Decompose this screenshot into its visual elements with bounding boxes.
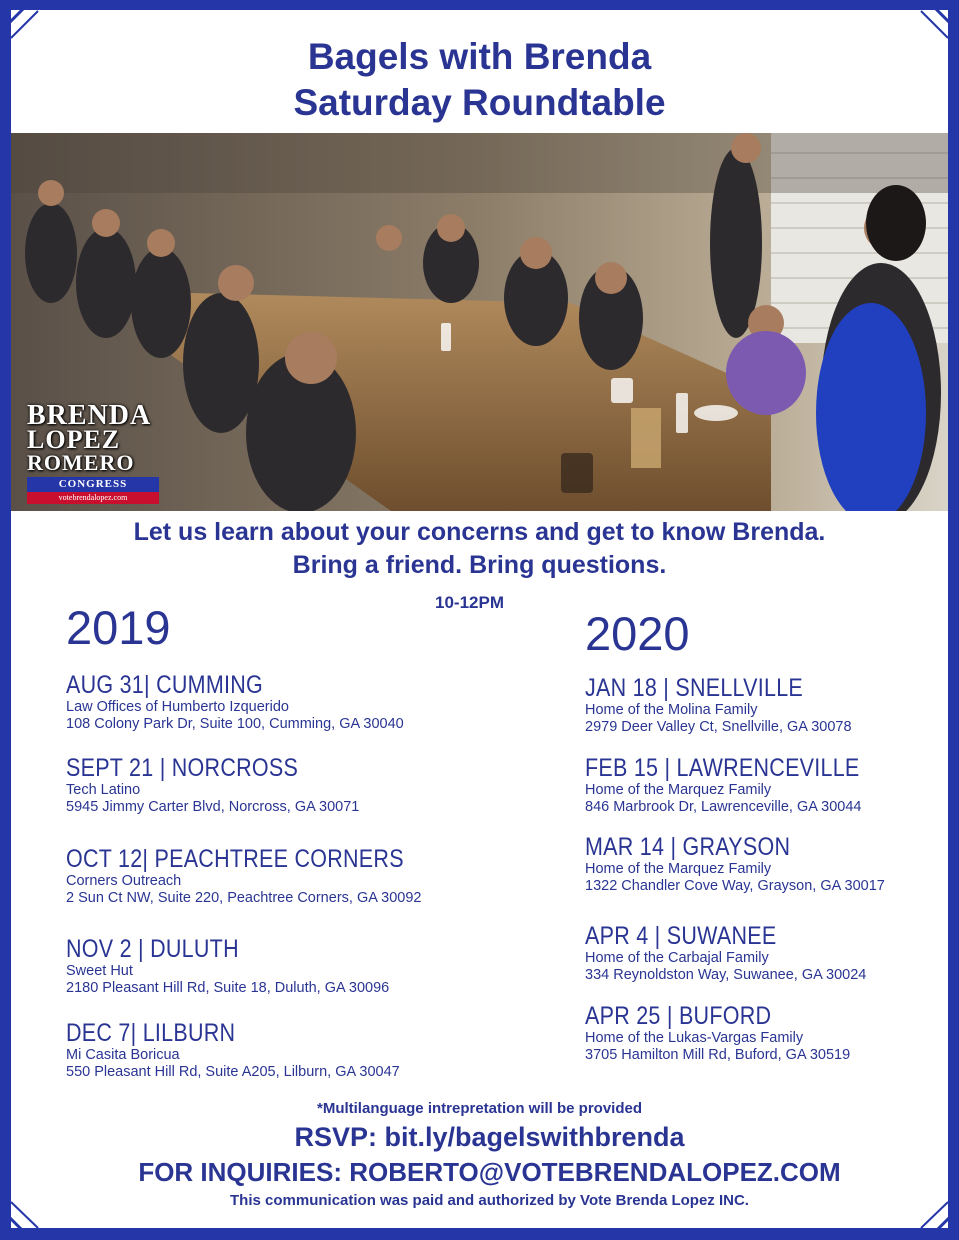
event-2020-jan bbox=[585, 674, 852, 736]
event-heading: AUG 31| CUMMING bbox=[66, 671, 264, 699]
event-2020-mar bbox=[585, 833, 885, 895]
event-address: 1322 Chandler Cove Way, Grayson, GA 30017 bbox=[585, 878, 885, 894]
tagline-line-1: Let us learn about your concerns and get to know Brenda. bbox=[133, 518, 826, 546]
event-heading: FEB 15 | LAWRENCEVILLE bbox=[585, 754, 860, 782]
event-heading: APR 4 | SUWANEE bbox=[585, 922, 777, 950]
event-heading: JAN 18 | SNELLVILLE bbox=[585, 674, 804, 702]
rsvp-link[interactable]: RSVP: bit.ly/bagelswithbrenda bbox=[294, 1122, 685, 1152]
event-host: Law Offices of Humberto Izquerido bbox=[66, 699, 289, 715]
logo-url: votebrendalopez.com bbox=[27, 492, 159, 504]
paid-for-disclaimer: This communication was paid and authorized by Vote Brenda Lopez INC. bbox=[230, 1192, 749, 1209]
event-2019-nov bbox=[66, 935, 389, 997]
event-host: Home of the Marquez Family bbox=[585, 861, 772, 877]
event-address: 3705 Hamilton Mill Rd, Buford, GA 30519 bbox=[585, 1047, 851, 1063]
event-host: Home of the Molina Family bbox=[585, 702, 758, 718]
event-address: 2 Sun Ct NW, Suite 220, Peachtree Corners, GA 30092 bbox=[66, 890, 422, 906]
event-2020-apr25 bbox=[585, 1002, 850, 1064]
event-heading: MAR 14 | GRAYSON bbox=[585, 833, 791, 861]
interpretation-note: *Multilanguage intrepretation will be provided bbox=[316, 1100, 643, 1117]
event-address: 108 Colony Park Dr, Suite 100, Cumming, GA 30040 bbox=[66, 716, 404, 732]
event-heading: OCT 12| PEACHTREE CORNERS bbox=[66, 845, 404, 873]
title-line-1: Bagels with Brenda bbox=[307, 36, 652, 77]
event-heading: APR 25 | BUFORD bbox=[585, 1002, 772, 1030]
event-host: Sweet Hut bbox=[66, 963, 133, 979]
event-host: Home of the Lukas-Vargas Family bbox=[585, 1030, 804, 1046]
event-2019-oct bbox=[66, 845, 459, 907]
year-2019-heading: 2019 bbox=[66, 601, 171, 654]
logo-office: CONGRESS bbox=[27, 477, 159, 492]
tagline bbox=[0, 516, 959, 582]
event-host: Mi Casita Boricua bbox=[66, 1047, 180, 1063]
logo-name-first: BRENDA bbox=[27, 400, 152, 431]
event-heading: SEPT 21 | NORCROSS bbox=[66, 754, 299, 782]
campaign-logo bbox=[27, 400, 187, 504]
event-2019-sept bbox=[66, 754, 359, 816]
event-2019-dec bbox=[66, 1019, 400, 1081]
event-address: 550 Pleasant Hill Rd, Suite A205, Lilburn, GA 30047 bbox=[66, 1064, 400, 1080]
logo-name-middle: LOPEZ bbox=[27, 425, 121, 454]
event-2019-aug bbox=[66, 671, 404, 733]
year-2020-heading: 2020 bbox=[585, 607, 690, 660]
event-host: Corners Outreach bbox=[66, 873, 182, 889]
page-title bbox=[0, 34, 959, 126]
event-address: 2979 Deer Valley Ct, Snellville, GA 30078 bbox=[585, 719, 852, 735]
event-2020-feb bbox=[585, 754, 904, 816]
tagline-line-2: Bring a friend. Bring questions. bbox=[292, 551, 667, 579]
event-address: 2180 Pleasant Hill Rd, Suite 18, Duluth, GA 30096 bbox=[66, 980, 390, 996]
event-time: 10-12PM bbox=[435, 593, 504, 612]
event-heading: DEC 7| LILBURN bbox=[66, 1019, 236, 1047]
event-host: Tech Latino bbox=[66, 782, 141, 798]
logo-name-last: ROMERO bbox=[27, 450, 135, 475]
title-line-2: Saturday Roundtable bbox=[293, 82, 666, 123]
event-address: 846 Marbrook Dr, Lawrenceville, GA 30044 bbox=[585, 799, 862, 815]
event-address: 5945 Jimmy Carter Blvd, Norcross, GA 30071 bbox=[66, 799, 360, 815]
event-heading: NOV 2 | DULUTH bbox=[66, 935, 239, 963]
inquiries-email[interactable]: FOR INQUIRIES: ROBERTO@VOTEBRENDALOPEZ.COM bbox=[138, 1157, 841, 1187]
event-address: 334 Reynoldston Way, Suwanee, GA 30024 bbox=[585, 967, 867, 983]
event-2020-apr4 bbox=[585, 922, 866, 984]
event-host: Home of the Carbajal Family bbox=[585, 950, 769, 966]
event-host: Home of the Marquez Family bbox=[585, 782, 772, 798]
